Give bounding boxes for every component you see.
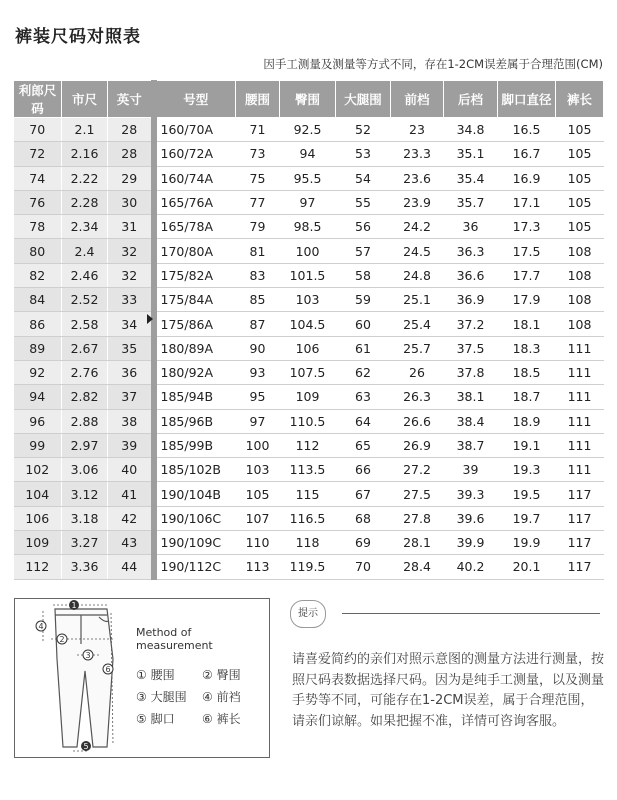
table-row [14, 312, 604, 336]
table-cell: 2.16 [62, 142, 108, 166]
column-header: 臀围 [280, 81, 336, 118]
table-row [14, 336, 604, 360]
table-cell: 34 [108, 312, 154, 336]
table-cell: 62 [336, 360, 391, 384]
table-row [14, 166, 604, 190]
method-line-2: measurement [136, 639, 213, 652]
table-row [14, 288, 604, 312]
table-cell: 105 [556, 166, 604, 190]
size-table [13, 80, 604, 580]
marker-number: 5 [83, 742, 89, 751]
table-cell: 30 [108, 190, 154, 214]
table-cell: 70 [14, 118, 62, 142]
table-cell: 111 [556, 458, 604, 482]
table-cell: 27.8 [391, 506, 444, 530]
table-cell: 110.5 [280, 409, 336, 433]
table-cell: 2.82 [62, 385, 108, 409]
table-cell: 40.2 [444, 555, 498, 579]
table-cell: 101.5 [280, 263, 336, 287]
table-cell: 24.8 [391, 263, 444, 287]
legend-item: ④ 前裆 [202, 690, 241, 704]
table-cell: 57 [336, 239, 391, 263]
table-cell: 32 [108, 263, 154, 287]
table-cell: 100 [236, 433, 280, 457]
table-cell: 116.5 [280, 506, 336, 530]
table-row [14, 263, 604, 287]
table-cell: 17.5 [498, 239, 556, 263]
table-cell: 28 [108, 142, 154, 166]
table-cell: 17.1 [498, 190, 556, 214]
table-cell: 2.76 [62, 360, 108, 384]
table-cell: 85 [236, 288, 280, 312]
table-cell: 108 [556, 288, 604, 312]
table-row [14, 385, 604, 409]
table-cell: 165/78A [154, 215, 236, 239]
table-cell: 39.9 [444, 531, 498, 555]
table-cell: 95.5 [280, 166, 336, 190]
legend-row [136, 688, 268, 710]
table-cell: 106 [280, 336, 336, 360]
table-cell: 26.3 [391, 385, 444, 409]
table-body [14, 118, 604, 580]
table-cell: 63 [336, 385, 391, 409]
table-cell: 65 [336, 433, 391, 457]
table-cell: 27.5 [391, 482, 444, 506]
table-cell: 36 [108, 360, 154, 384]
table-cell: 105 [556, 190, 604, 214]
table-cell: 77 [236, 190, 280, 214]
table-row [14, 190, 604, 214]
table-cell: 97 [280, 190, 336, 214]
table-cell: 117 [556, 555, 604, 579]
table-header-row [14, 81, 604, 118]
table-cell: 160/72A [154, 142, 236, 166]
table-row [14, 555, 604, 579]
table-cell: 26.9 [391, 433, 444, 457]
table-row [14, 458, 604, 482]
table-cell: 40 [108, 458, 154, 482]
table-row [14, 215, 604, 239]
legend-row [136, 710, 268, 732]
table-cell: 34.8 [444, 118, 498, 142]
table-cell: 108 [556, 239, 604, 263]
table-cell: 105 [556, 118, 604, 142]
table-cell: 19.7 [498, 506, 556, 530]
legend-item: ① 腰围 [136, 668, 175, 682]
marker-number: 1 [71, 601, 77, 610]
table-cell: 111 [556, 336, 604, 360]
table-cell: 3.36 [62, 555, 108, 579]
table-cell: 108 [556, 312, 604, 336]
table-cell: 119.5 [280, 555, 336, 579]
table-cell: 61 [336, 336, 391, 360]
table-cell: 107 [236, 506, 280, 530]
marker-number: 6 [105, 665, 111, 674]
column-header: 脚口直径 [498, 81, 556, 118]
table-cell: 3.12 [62, 482, 108, 506]
table-cell: 111 [556, 360, 604, 384]
table-cell: 67 [336, 482, 391, 506]
table-cell: 18.1 [498, 312, 556, 336]
table-cell: 35.4 [444, 166, 498, 190]
table-cell: 117 [556, 506, 604, 530]
table-row [14, 360, 604, 384]
table-cell: 43 [108, 531, 154, 555]
table-cell: 28 [108, 118, 154, 142]
table-cell: 56 [336, 215, 391, 239]
table-cell: 117 [556, 482, 604, 506]
table-cell: 86 [14, 312, 62, 336]
table-cell: 53 [336, 142, 391, 166]
table-cell: 70 [336, 555, 391, 579]
column-header: 大腿围 [336, 81, 391, 118]
column-header: 英寸 [108, 81, 154, 118]
table-cell: 83 [236, 263, 280, 287]
table-cell: 160/74A [154, 166, 236, 190]
table-cell: 3.06 [62, 458, 108, 482]
table-cell: 111 [556, 385, 604, 409]
table-cell: 2.34 [62, 215, 108, 239]
table-cell: 190/106C [154, 506, 236, 530]
method-label [136, 626, 213, 652]
table-cell: 117 [556, 531, 604, 555]
table-row [14, 409, 604, 433]
table-cell: 89 [14, 336, 62, 360]
table-cell: 87 [236, 312, 280, 336]
table-cell: 33 [108, 288, 154, 312]
marker-number: 2 [59, 635, 65, 644]
table-cell: 68 [336, 506, 391, 530]
table-cell: 3.18 [62, 506, 108, 530]
table-cell: 92.5 [280, 118, 336, 142]
divider [342, 613, 600, 614]
table-cell: 79 [236, 215, 280, 239]
table-row [14, 506, 604, 530]
table-cell: 160/70A [154, 118, 236, 142]
table-cell: 78 [14, 215, 62, 239]
table-cell: 38.7 [444, 433, 498, 457]
table-cell: 190/104B [154, 482, 236, 506]
table-cell: 42 [108, 506, 154, 530]
measurement-note: 因手工测量及测量等方式不同，存在1-2CM误差属于合理范围(CM) [263, 57, 603, 71]
table-cell: 110 [236, 531, 280, 555]
table-cell: 2.22 [62, 166, 108, 190]
table-cell: 2.88 [62, 409, 108, 433]
table-cell: 106 [14, 506, 62, 530]
table-cell: 19.3 [498, 458, 556, 482]
method-line-1: Method of [136, 626, 192, 639]
table-cell: 109 [14, 531, 62, 555]
table-cell: 18.9 [498, 409, 556, 433]
table-cell: 103 [280, 288, 336, 312]
table-cell: 170/80A [154, 239, 236, 263]
column-header: 号型 [154, 81, 236, 118]
column-header: 市尺 [62, 81, 108, 118]
table-cell: 84 [14, 288, 62, 312]
table-cell: 98.5 [280, 215, 336, 239]
table-cell: 17.3 [498, 215, 556, 239]
table-cell: 23.6 [391, 166, 444, 190]
legend-item: ⑥ 裤长 [202, 712, 241, 726]
column-header: 前档 [391, 81, 444, 118]
table-cell: 36.3 [444, 239, 498, 263]
table-cell: 185/96B [154, 409, 236, 433]
table-cell: 90 [236, 336, 280, 360]
table-cell: 92 [14, 360, 62, 384]
table-cell: 190/109C [154, 531, 236, 555]
table-cell: 27.2 [391, 458, 444, 482]
table-cell: 36.9 [444, 288, 498, 312]
table-cell: 55 [336, 190, 391, 214]
table-cell: 93 [236, 360, 280, 384]
table-cell: 94 [280, 142, 336, 166]
table-cell: 35.7 [444, 190, 498, 214]
table-cell: 26.6 [391, 409, 444, 433]
table-cell: 16.7 [498, 142, 556, 166]
table-cell: 73 [236, 142, 280, 166]
table-cell: 112 [14, 555, 62, 579]
table-cell: 31 [108, 215, 154, 239]
table-cell: 60 [336, 312, 391, 336]
table-cell: 105 [236, 482, 280, 506]
table-cell: 35.1 [444, 142, 498, 166]
table-cell: 118 [280, 531, 336, 555]
table-cell: 100 [280, 239, 336, 263]
table-cell: 113 [236, 555, 280, 579]
table-cell: 44 [108, 555, 154, 579]
table-cell: 109 [280, 385, 336, 409]
table-cell: 95 [236, 385, 280, 409]
table-cell: 115 [280, 482, 336, 506]
table-cell: 80 [14, 239, 62, 263]
table-cell: 17.9 [498, 288, 556, 312]
measurement-legend [136, 666, 268, 732]
table-cell: 102 [14, 458, 62, 482]
table-cell: 112 [280, 433, 336, 457]
table-row [14, 531, 604, 555]
table-cell: 2.28 [62, 190, 108, 214]
table-cell: 66 [336, 458, 391, 482]
tip-text: 请喜爱简约的亲们对照示意图的测量方法进行测量，按照尺码表数据选择尺码。因为是纯手工测量，以及测量手势等不同，可能存在1-2CM误差，属于合理范围，请亲们谅解。如果把握不准，详情可咨询客服。 [292, 652, 605, 729]
table-cell: 76 [14, 190, 62, 214]
table-cell: 25.7 [391, 336, 444, 360]
table-cell: 16.9 [498, 166, 556, 190]
page-title: 裤装尺码对照表 [15, 27, 141, 47]
table-cell: 20.1 [498, 555, 556, 579]
table-cell: 28.1 [391, 531, 444, 555]
table-cell: 23.3 [391, 142, 444, 166]
table-cell: 18.5 [498, 360, 556, 384]
table-cell: 37 [108, 385, 154, 409]
table-cell: 36.6 [444, 263, 498, 287]
table-cell: 29 [108, 166, 154, 190]
table-cell: 37.2 [444, 312, 498, 336]
table-cell: 97 [236, 409, 280, 433]
table-cell: 39 [108, 433, 154, 457]
table-cell: 175/86A [154, 312, 236, 336]
table-cell: 105 [556, 215, 604, 239]
table-cell: 18.7 [498, 385, 556, 409]
tip-badge: 提示 [290, 600, 326, 628]
table-cell: 75 [236, 166, 280, 190]
table-cell: 96 [14, 409, 62, 433]
table-cell: 54 [336, 166, 391, 190]
table-cell: 39 [444, 458, 498, 482]
table-cell: 38 [108, 409, 154, 433]
table-cell: 35 [108, 336, 154, 360]
table-cell: 38.1 [444, 385, 498, 409]
table-cell: 72 [14, 142, 62, 166]
table-cell: 58 [336, 263, 391, 287]
marker-number: 4 [38, 622, 44, 631]
size-table-container [13, 80, 603, 580]
table-cell: 24.5 [391, 239, 444, 263]
table-cell: 74 [14, 166, 62, 190]
legend-item: ③ 大腿围 [136, 690, 187, 704]
table-cell: 25.4 [391, 312, 444, 336]
table-cell: 36 [444, 215, 498, 239]
table-cell: 104 [14, 482, 62, 506]
table-cell: 19.5 [498, 482, 556, 506]
table-cell: 39.3 [444, 482, 498, 506]
column-header: 后档 [444, 81, 498, 118]
table-cell: 94 [14, 385, 62, 409]
table-cell: 107.5 [280, 360, 336, 384]
table-cell: 180/92A [154, 360, 236, 384]
legend-item: ⑤ 脚口 [136, 712, 175, 726]
table-cell: 17.7 [498, 263, 556, 287]
table-cell: 24.2 [391, 215, 444, 239]
table-cell: 185/102B [154, 458, 236, 482]
table-cell: 104.5 [280, 312, 336, 336]
table-cell: 3.27 [62, 531, 108, 555]
table-cell: 23 [391, 118, 444, 142]
table-cell: 81 [236, 239, 280, 263]
table-row [14, 142, 604, 166]
table-cell: 26 [391, 360, 444, 384]
table-cell: 19.9 [498, 531, 556, 555]
marker-number: 3 [85, 651, 91, 660]
table-cell: 2.97 [62, 433, 108, 457]
table-cell: 18.3 [498, 336, 556, 360]
legend-item: ② 臀围 [202, 668, 241, 682]
table-cell: 165/76A [154, 190, 236, 214]
table-cell: 39.6 [444, 506, 498, 530]
table-cell: 2.46 [62, 263, 108, 287]
table-cell: 180/89A [154, 336, 236, 360]
table-cell: 2.4 [62, 239, 108, 263]
table-cell: 2.52 [62, 288, 108, 312]
table-cell: 82 [14, 263, 62, 287]
table-cell: 2.1 [62, 118, 108, 142]
table-cell: 37.8 [444, 360, 498, 384]
table-cell: 37.5 [444, 336, 498, 360]
table-row [14, 118, 604, 142]
table-cell: 52 [336, 118, 391, 142]
table-cell: 19.1 [498, 433, 556, 457]
table-cell: 2.67 [62, 336, 108, 360]
column-header: 利郎尺码 [14, 81, 62, 118]
table-cell: 28.4 [391, 555, 444, 579]
table-cell: 185/99B [154, 433, 236, 457]
table-cell: 38.4 [444, 409, 498, 433]
table-cell: 113.5 [280, 458, 336, 482]
table-cell: 185/94B [154, 385, 236, 409]
table-cell: 64 [336, 409, 391, 433]
table-cell: 71 [236, 118, 280, 142]
table-cell: 190/112C [154, 555, 236, 579]
table-cell: 23.9 [391, 190, 444, 214]
table-cell: 25.1 [391, 288, 444, 312]
legend-row [136, 666, 268, 688]
table-cell: 111 [556, 433, 604, 457]
table-row [14, 433, 604, 457]
table-cell: 16.5 [498, 118, 556, 142]
table-cell: 2.58 [62, 312, 108, 336]
table-cell: 59 [336, 288, 391, 312]
table-cell: 108 [556, 263, 604, 287]
table-row [14, 482, 604, 506]
table-cell: 69 [336, 531, 391, 555]
table-cell: 41 [108, 482, 154, 506]
table-cell: 32 [108, 239, 154, 263]
table-cell: 175/82A [154, 263, 236, 287]
table-cell: 111 [556, 409, 604, 433]
table-cell: 99 [14, 433, 62, 457]
row-pointer-icon [147, 314, 153, 324]
table-cell: 103 [236, 458, 280, 482]
column-header: 裤长 [556, 81, 604, 118]
table-cell: 105 [556, 142, 604, 166]
column-header: 腰围 [236, 81, 280, 118]
table-row [14, 239, 604, 263]
table-cell: 175/84A [154, 288, 236, 312]
